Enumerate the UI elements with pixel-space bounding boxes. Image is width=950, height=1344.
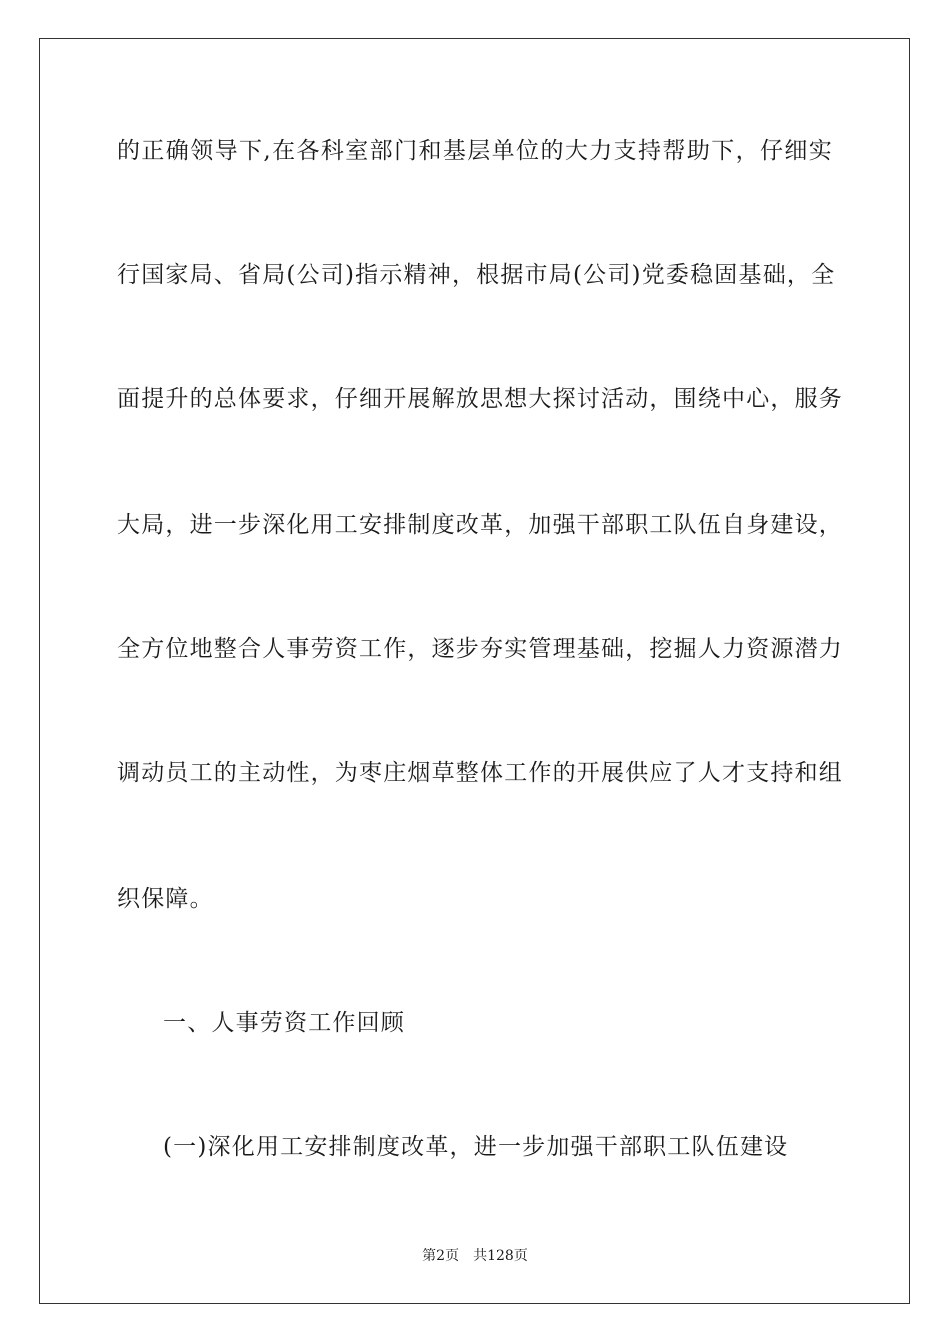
body-line-3: 面提升的总体要求，仔细开展解放思想大探讨活动，围绕中心，服务 <box>117 386 843 412</box>
body-line-6: 调动员工的主动性，为枣庄烟草整体工作的开展供应了人才支持和组 <box>117 760 843 786</box>
page-number: 第2页 <box>422 1248 460 1264</box>
body-line-7: 织保障。 <box>117 886 214 912</box>
page-total: 共128页 <box>473 1248 528 1264</box>
section-heading: 一、人事劳资工作回顾 <box>163 1010 405 1036</box>
body-line-1: 的正确领导下,在各科室部门和基层单位的大力支持帮助下，仔细实 <box>117 138 833 164</box>
body-line-2: 行国家局、省局(公司)指示精神，根据市局(公司)党委稳固基础，全 <box>117 262 836 288</box>
body-line-4: 大局，进一步深化用工安排制度改革，加强干部职工队伍自身建设， <box>117 512 843 538</box>
page-footer <box>0 1247 950 1265</box>
page-frame <box>39 38 910 1304</box>
body-line-5: 全方位地整合人事劳资工作，逐步夯实管理基础，挖掘人力资源潜力 <box>117 636 843 662</box>
subsection-heading: (一)深化用工安排制度改革，进一步加强干部职工队伍建设 <box>163 1134 789 1160</box>
